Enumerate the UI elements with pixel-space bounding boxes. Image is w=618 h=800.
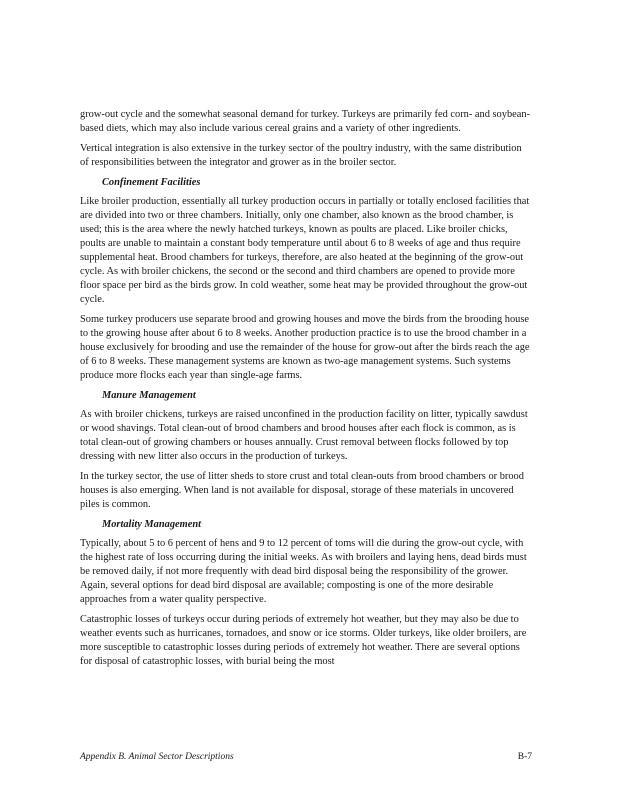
page-footer <box>80 752 532 762</box>
paragraph: Vertical integration is also extensive in the turkey sector of the poultry industry, with the same distribution of responsibilities between the integrator and grower as in the broiler sector. <box>80 143 522 168</box>
paragraph: Typically, about 5 to 6 percent of hens and 9 to 12 percent of toms will die during the grow-out cycle, with the highest rate of loss occurring during the initial weeks. As with broilers and laying hens, dead birds must be removed daily, if not more frequently with dead bird disposal being the responsibility of the grower. Again, several options for dead bird disposal are available; composting is one of the more desirable approaches from a water quality perspective. <box>80 538 527 605</box>
section-heading-mortality: Mortality Management <box>102 519 202 530</box>
paragraph: grow-out cycle and the somewhat seasonal demand for turkey. Turkeys are primarily fed corn- and soybean-based diets, which may also include various cereal grains and a variety of other ingredients. <box>80 109 531 134</box>
page-number: B-7 <box>517 752 532 762</box>
footer-appendix-title: Appendix B. Animal Sector Descriptions <box>80 752 234 762</box>
section-heading-confinement: Confinement Facilities <box>102 177 201 188</box>
paragraph: Like broiler production, essentially all turkey production occurs in partially or totally enclosed facilities that are divided into two or three chambers. Initially, only one chamber, also known as the brood chamber, is used; this is the area where the newly hatched turkeys, known as poults are placed. Like broiler chicks, poults are unable to maintain a constant body temperature until about 6 to 8 weeks of age and thus require supplemental heat. Brood chambers for turkeys, therefore, are also heated at the beginning of the grow-out cycle. As with broiler chickens, the second or the second and third chambers are opened to provide more floor space per bird as the birds grow. In cold weather, some heat may be provided throughout the grow-out cycle. <box>80 196 530 305</box>
document-body <box>80 108 532 675</box>
section-heading-manure: Manure Management <box>102 390 196 401</box>
paragraph: As with broiler chickens, turkeys are raised unconfined in the production facility on litter, typically sawdust or wood shavings. Total clean-out of brood chambers and brood houses after each flock is common, as is total clean-out of growing chambers or houses annually. Crust removal between flocks followed by top dressing with new litter also occurs in the production of turkeys. <box>80 409 528 462</box>
paragraph: Catastrophic losses of turkeys occur during periods of extremely hot weather, but they may also be due to weather events such as hurricanes, tornadoes, and snow or ice storms. Older turkeys, like older broilers, are more susceptible to catastrophic losses during periods of extremely hot weather. There are several options for disposal of catastrophic losses, with burial being the most <box>80 614 527 667</box>
paragraph: In the turkey sector, the use of litter sheds to store crust and total clean-outs from brood chambers or brood houses is also emerging. When land is not available for disposal, storage of these materials in uncovered piles is common. <box>80 471 524 510</box>
paragraph: Some turkey producers use separate brood and growing houses and move the birds from the brooding house to the growing house after about 6 to 8 weeks. Another production practice is to use the brood chamber in a house exclusively for brooding and use the remainder of the house for grow-out after the birds reach the age of 6 to 8 weeks. These management systems are known as two-age management systems. Such systems produce more flocks each year than single-age farms. <box>80 314 530 381</box>
